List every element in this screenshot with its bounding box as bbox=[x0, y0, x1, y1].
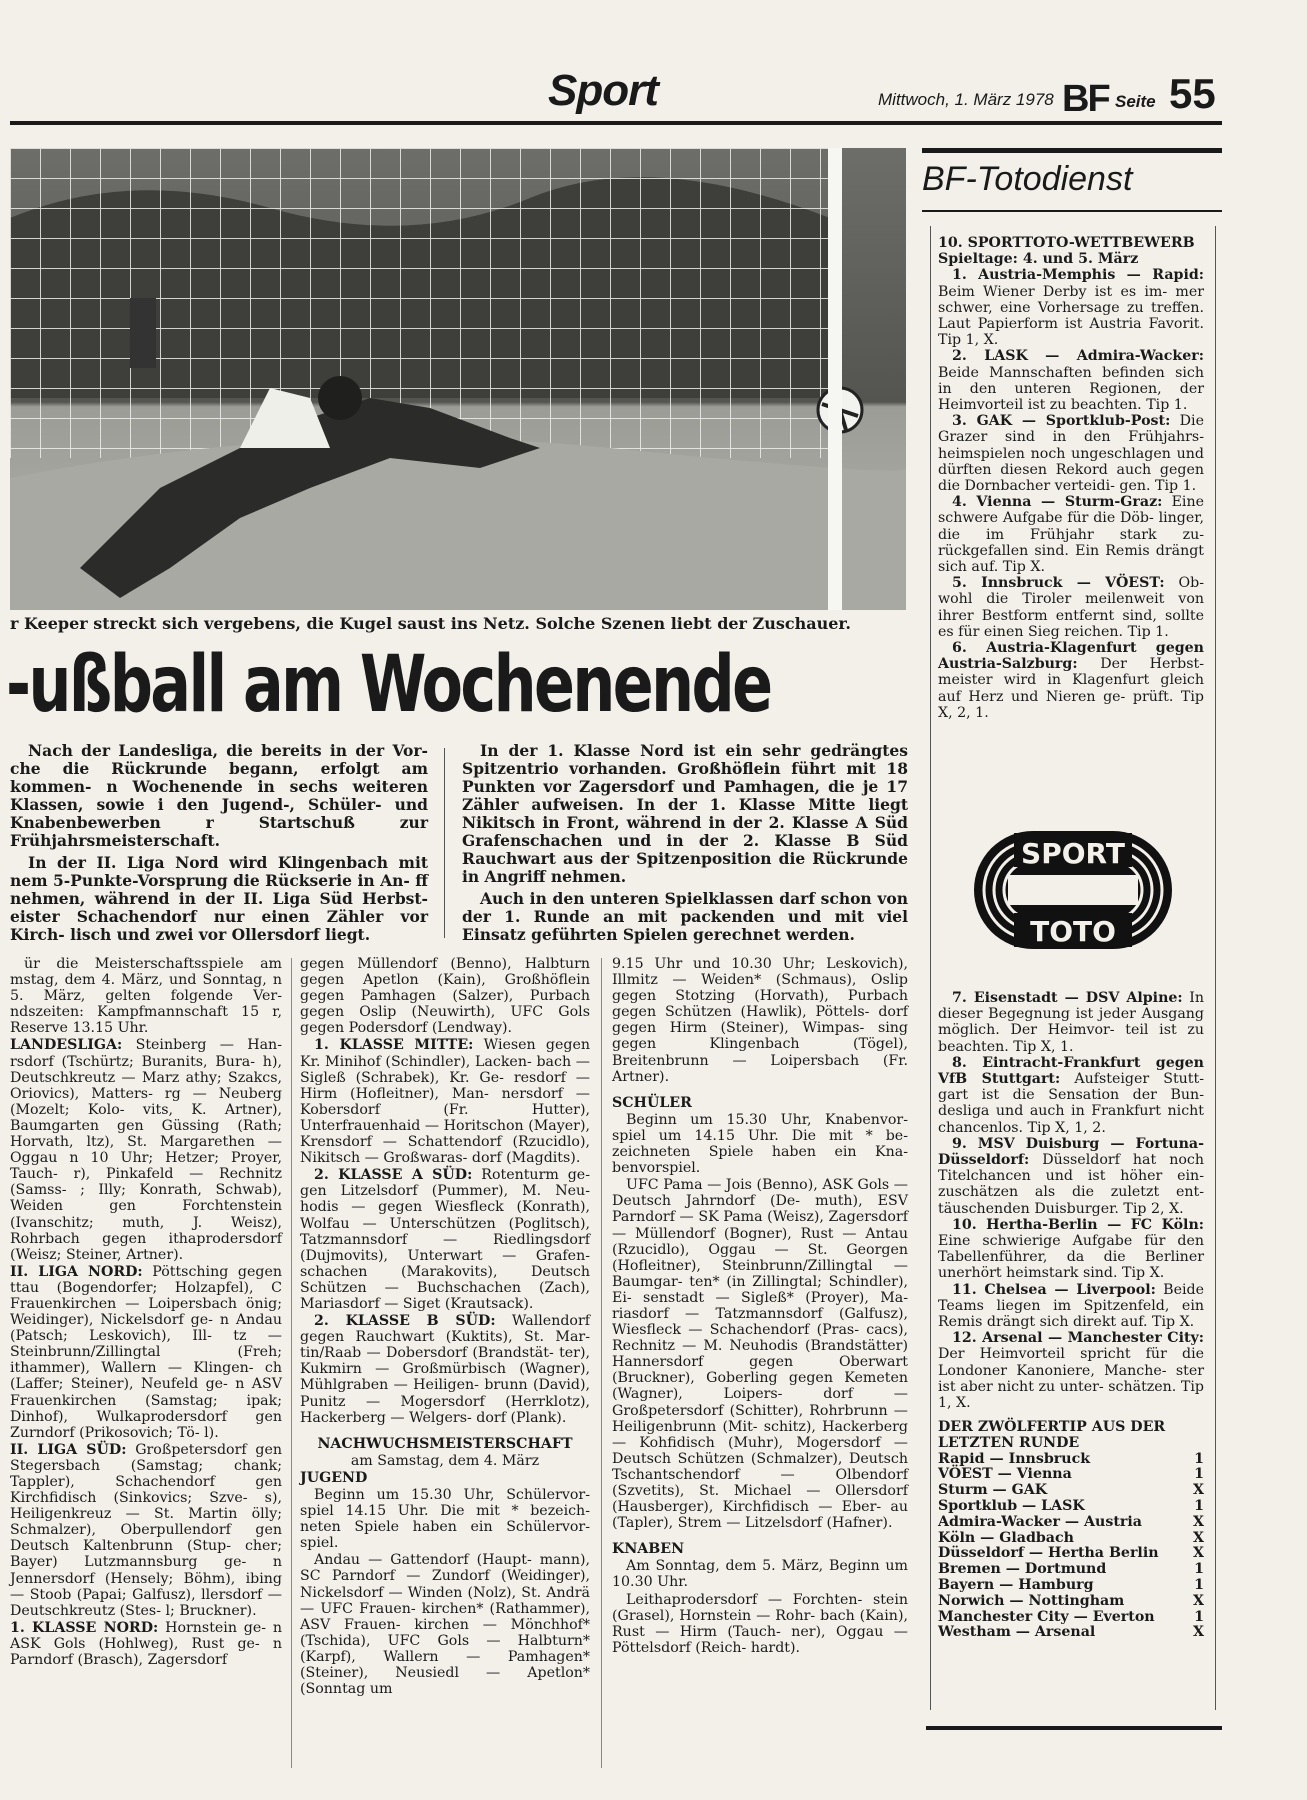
match-result: 1 bbox=[1194, 1450, 1204, 1467]
last-round-row bbox=[938, 1562, 1204, 1578]
last-round-row bbox=[938, 1483, 1204, 1499]
match-name: Bremen — Dortmund bbox=[938, 1561, 1107, 1578]
column-divider bbox=[291, 958, 292, 1768]
logo-text-top: SPORT bbox=[1021, 837, 1125, 870]
toto-tip: 1. Austria-Memphis — Rapid: Beim Wiener Derby ist es im- mer schwer, eine Vorhersage zu treffen. Laut Papierform ist Austria Favorit. Tip 1, X. bbox=[938, 267, 1204, 349]
league-heading: 2. KLASSE B SÜD: bbox=[314, 1313, 496, 1330]
toto-tip: 5. Innsbruck — VÖEST: Ob- wohl die Tiroler meilenweit von ihrer Bestform entfernt sind, sollte es für einen Sieg reichen. Tip 1. bbox=[938, 575, 1204, 640]
toto-tip: 8. Eintracht-Frankfurt gegen VfB Stuttgart: Aufsteiger Stutt- gart ist die Sensation der Bun- desliga und auch in Frankfurt nicht chancenlos. Tip X, 1, 2. bbox=[938, 1054, 1204, 1136]
league-heading: 2. KLASSE A SÜD: bbox=[314, 1167, 473, 1184]
match-name: Norwich — Nottingham bbox=[938, 1592, 1125, 1609]
match-name: Sturm — GAK bbox=[938, 1482, 1048, 1499]
lead-paragraph: In der II. Liga Nord wird Klingenbach mit nem 5-Punkte-Vorsprung die Rückserie in An- ff nehmen, während in der II. Liga Süd Herbst- eister Schachendorf nur einen Zähler vor Kirch- lisch und zwei vor Ollersdorf liegt. bbox=[10, 853, 428, 944]
lead-right bbox=[462, 742, 908, 948]
sidebar-rule bbox=[922, 210, 1222, 212]
toto-round-title: 10. SPORTTOTO-WETTBEWERB bbox=[938, 235, 1195, 251]
body-paragraph: Leithaprodersdorf — Forchten- stein (Grasel), Hornstein — Rohr- bach (Kain), Rust — Hirm (Tauch- ner), Oggau — Pöttelsdorf (Reich- hardt). bbox=[612, 1591, 908, 1656]
column-divider bbox=[444, 748, 445, 938]
body-paragraph: 2. KLASSE A SÜD: Rotenturm ge- gen Litzelsdorf (Pummer), M. Neu- hodis — gegen Wiesfleck (Konrath), Wolfau — Unterschützen (Poglitsch), Tatzmannsdorf — Riedlingsdorf (Dujmovits), Unterwart — Grafen- schachen (Marakovits), Deutsch Schützen — Buchschachen (Zach), Mariasdorf — Siget (Krautsack). bbox=[300, 1167, 590, 1312]
sidebar-rule bbox=[922, 148, 1222, 153]
match-name: Düsseldorf — Hertha Berlin bbox=[938, 1545, 1159, 1562]
section-title: Sport bbox=[548, 66, 658, 115]
body-paragraph: UFC Pama — Jois (Benno), ASK Gols — Deutsch Jahrndorf (De- muth), ESV Parndorf — SK Pama (Weisz), Zagersdorf — Müllendorf (Bogner), Rust — Antau (Rzucidlo), Oggau — St. Georgen (Hofleitner), Steinbrunn/Zillingtal — Baumgar- ten* (in Zillingtal; Schindler), Ei- senstadt — Sigleß* (Proyer), Ma- riasdorf — Tatzmannsdorf (Galfusz), Wiesfleck — Schachendorf (Pras- cacs), Rechnitz — M. Neuhodis (Brandstätter) Hannersdorf gegen Oberwart (Bruckner), Goberling gegen Kemeten (Wagner), Loipers- dorf — Großpetersdorf (Schitter), Rohrbrunn — Heiligenbrunn (Mit- schitz), Hackerberg — Kohfidisch (Muhr), Mogersdorf — Deutsch Schützen (Schmalzer), Deutsch Tschantschendorf — Olbendorf (Szvetits), St. Michael — Ollersdorf (Hausberger), Kirchfidisch — Eber- au (Tapler), Strem — Litzelsdorf (Hafner). bbox=[612, 1177, 908, 1532]
body-paragraph: 1. KLASSE MITTE: Wiesen gegen Kr. Minihof (Schindler), Lacken- bach — Sigleß (Schrabek), Kr. Ge- resdorf — Hirm (Hofleitner), Man- nersdorf — Kobersdorf (Fr. Hutter), Unterfrauenhaid — Horitschon (Mayer), Krensdorf — Schattendorf (Rzucidlo), Nikitsch — Großwaras- dorf (Magdits). bbox=[300, 1037, 590, 1167]
match-name: Westham — Arsenal bbox=[938, 1624, 1096, 1641]
lead-paragraph: In der 1. Klasse Nord ist ein sehr gedrängtes Spitzentrio vorhanden. Großhöflein führt mit 18 Punkten vor Zagersdorf und Pamhagen, die je 17 Zähler aufweisen. In der 1. Klasse Mitte liegt Nikitsch in Front, während in der 2. Klasse A Süd Grafenschachen und in der 2. Klasse B Süd Rauchwart aus der Spitzenposition die Rückrunde in Angriff nehmen. bbox=[462, 741, 908, 886]
body-paragraph: Beginn um 15.30 Uhr, Schülervor- spiel 14.15 Uhr. Die mit * bezeich- neten Spiele haben ein Schülervor- spiel. bbox=[300, 1487, 590, 1552]
section-heading: JUGEND bbox=[300, 1469, 368, 1486]
last-round-title: DER ZWÖLFERTIP AUS DER LETZTEN RUNDE bbox=[938, 1419, 1166, 1452]
article-headline: -ußball am Wochenende bbox=[6, 640, 771, 730]
last-round-row bbox=[938, 1515, 1204, 1531]
league-heading: 1. KLASSE NORD: bbox=[10, 1619, 159, 1636]
last-round-row bbox=[938, 1625, 1204, 1641]
body-paragraph: 2. KLASSE B SÜD: Wallendorf gegen Rauchwart (Kuktits), St. Mar- tin/Raab — Dobersdorf (Brandstät- ter), Kukmirn — Großmürbisch (Wagner), Mühlgraben — Heiligen- brunn (David), Punitz — Mogersdorf (Herrklotz), Hackerberg — Welgers- dorf (Plank). bbox=[300, 1313, 590, 1426]
lead-left bbox=[10, 742, 428, 948]
section-heading: KNABEN bbox=[612, 1541, 685, 1558]
toto-tip: 9. MSV Duisburg — Fortuna- Düsseldorf: Düsseldorf hat noch Titelchancen und ist höher ein- zuschätzen als die zuletzt ent- täuschenden Duisburger. Tip 2, X. bbox=[938, 1135, 1204, 1217]
sidebar-title: BF-Totodienst bbox=[922, 160, 1133, 198]
body-paragraph: 9.15 Uhr und 10.30 Uhr; Leskovich), Illmitz — Weiden* (Schmaus), Oslip gegen Stotzing (Horvath), Purbach gegen Schützen (Hawlik), Pöttels- dorf gegen Hirm (Steiner), Wimpas- sing gegen Klingenbach (Tögel), Breitenbrunn — Loipersbach (Fr. Artner). bbox=[612, 956, 908, 1085]
match-result: 1 bbox=[1194, 1577, 1204, 1594]
last-round-row bbox=[938, 1578, 1204, 1594]
match-name: Manchester City — Everton bbox=[938, 1608, 1155, 1625]
photo-caption: r Keeper streckt sich vergebens, die Kugel saust ins Netz. Solche Szenen liebt der Zuschauer. bbox=[10, 614, 851, 633]
body-column-1 bbox=[10, 956, 282, 1669]
match-name: VÖEST — Vienna bbox=[938, 1466, 1072, 1483]
lead-paragraph: Auch in den unteren Spielklassen darf schon von der 1. Runde an mit packenden und mit viel Einsatz geführten Spielen gerechnet werden. bbox=[462, 889, 908, 944]
section-subheading: am Samstag, dem 4. März bbox=[350, 1452, 540, 1469]
toto-tip: 3. GAK — Sportklub-Post: Die Grazer sind in den Frühjahrs- heimspielen noch ungeschlagen und dürften diesen Rekord auch gegen die Dornbacher verteidi- gen. Tip 1. bbox=[938, 413, 1204, 495]
last-round-row bbox=[938, 1467, 1204, 1483]
match-name: Bayern — Hamburg bbox=[938, 1577, 1094, 1594]
body-paragraph: ür die Meisterschaftsspiele am mstag, dem 4. März, und Sonntag, n 5. März, gelten folgende Ver- ndszeiten: Kampfmannschaft 15 r, Reserve 13.15 Uhr. bbox=[10, 956, 282, 1037]
toto-round-dates: Spieltage: 4. und 5. März bbox=[938, 251, 1139, 268]
last-round-row bbox=[938, 1499, 1204, 1515]
toto-tip: 10. Hertha-Berlin — FC Köln: Eine schwierige Aufgabe für den Tabellenführer, da die Berliner unerhört heimstark sind. Tip X. bbox=[938, 1216, 1204, 1282]
body-paragraph: Andau — Gattendorf (Haupt- mann), SC Parndorf — Zundorf (Weidinger), Nickelsdorf — Winden (Nolz), St. Andrä — UFC Frauen- kirchen* (Rathammer), ASV Frauen- kirchen — Mönchhof* (Tschida), UFC Gols — Halbturn* (Karpf), Wallern — Pamhagen* (Steiner), Neusiedl — Apetlon* (Sonntag um bbox=[300, 1552, 590, 1698]
match-result: 1 bbox=[1194, 1466, 1204, 1483]
issue-date: Mittwoch, 1. März 1978 bbox=[878, 90, 1054, 109]
toto-tip: 6. Austria-Klagenfurt gegen Austria-Salzburg: Der Herbst- meister wird in Klagenfurt gleich auf Herz und Nieren ge- prüft. Tip X, 2, 1. bbox=[938, 640, 1204, 721]
body-column-3 bbox=[612, 956, 908, 1657]
match-name: Rapid — Innsbruck bbox=[938, 1450, 1091, 1467]
toto-tip: 12. Arsenal — Manchester City: Der Heimvorteil spricht für die Londoner Kanoniere, Manche- ster ist aber nicht zu unter- schätzen. Tip 1, X. bbox=[938, 1330, 1204, 1412]
body-paragraph: II. LIGA NORD: Pöttsching gegen ttau (Bogendorfer; Holzapfel), C Frauenkirchen — Loipersbach önig; Weidinger), Nickelsdorf ge- n Andau (Patsch; Leskovich), Ill- tz — Steinbrunn/Zillingtal (Freh; ithammer), Wallern — Klingen- ch (Laffer; Steiner), Neufeld ge- n ASV Frauenkirchen (Samstag; ipak; Dinhof), Wulkaprodersdorf gen Zurndorf (Prikosovich; Tö- l). bbox=[10, 1263, 282, 1441]
match-result: X bbox=[1192, 1624, 1204, 1641]
logo-text-bottom: TOTO bbox=[1030, 915, 1116, 948]
last-round-row bbox=[938, 1594, 1204, 1610]
match-result: X bbox=[1192, 1545, 1204, 1562]
match-result: 1 bbox=[1194, 1608, 1204, 1625]
match-result: X bbox=[1192, 1482, 1204, 1499]
last-round-row bbox=[938, 1546, 1204, 1562]
match-result: X bbox=[1192, 1529, 1204, 1546]
toto-tip: 11. Chelsea — Liverpool: Beide Teams liegen im Spitzenfeld, ein Remis drängt sich direkt auf. Tip X. bbox=[938, 1281, 1204, 1331]
league-heading: II. LIGA NORD: bbox=[10, 1263, 143, 1280]
page-label: Seite bbox=[1115, 92, 1156, 111]
last-round-row bbox=[938, 1610, 1204, 1626]
league-heading: II. LIGA SÜD: bbox=[10, 1441, 127, 1458]
toto-tip: 2. LASK — Admira-Wacker: Beide Mannschaften befinden sich in den unteren Regionen, der Heimvorteil ist zu beachten. Tip 1. bbox=[938, 348, 1204, 414]
body-paragraph: LANDESLIGA: Steinberg — Han- rsdorf (Tschürtz; Buranits, Bura- h), Deutschkreutz — Marz athy; Szakcs, Oriovics), Matters- rg — Neuberg (Mozelt; Kolo- vits, K. Artner), Baumgarten gen Güssing (Rath; Horvath, ltz), St. Margarethen — Oggau n 10 Uhr; Hetzer; Proyer, Tauch- r), Pinkafeld — Rechnitz (Samss- ; Illy; Konrath, Schwab), Weiden gen Forchtenstein (Ivanschitz; muth, J. Weisz), Rohrbach gegen ithaprodersdorf (Weisz; Steiner, Artner). bbox=[10, 1037, 282, 1263]
newspaper-logo: BF bbox=[1062, 78, 1109, 120]
match-name: Sportklub — LASK bbox=[938, 1498, 1085, 1515]
body-column-2 bbox=[300, 956, 590, 1698]
column-divider bbox=[601, 958, 602, 1768]
body-paragraph: Am Sonntag, dem 5. März, Beginn um 10.30 Uhr. bbox=[612, 1558, 908, 1591]
last-round-table bbox=[938, 1452, 1204, 1642]
match-result: 1 bbox=[1194, 1498, 1204, 1515]
match-result: X bbox=[1192, 1592, 1204, 1609]
sport-toto-logo bbox=[968, 825, 1178, 955]
toto-tips-part-2 bbox=[938, 990, 1204, 1641]
match-result: X bbox=[1192, 1513, 1204, 1530]
lead-paragraph: Nach der Landesliga, die bereits in der Vor- che die Rückrunde begann, erfolgt am kommen- n Wochenende in sechs weiteren Klassen, sowie i den Jugend-, Schüler- und Knabenbewerben r Startschuß zur Frühjahrsmeisterschaft. bbox=[10, 741, 428, 850]
header-rule bbox=[10, 121, 1222, 125]
toto-tip: 4. Vienna — Sturm-Graz: Eine schwere Aufgabe für die Döb- linger, die im Frühjahr stark zu- rückgefallen sind. Ein Remis drängt sich auf. Tip X. bbox=[938, 494, 1204, 576]
section-heading: NACHWUCHSMEISTERSCHAFT bbox=[317, 1435, 573, 1452]
toto-tip: 7. Eisenstadt — DSV Alpine: In dieser Begegnung ist jeder Ausgang möglich. Der Heimvor- teil ist zu beachten. Tip X, 1. bbox=[938, 990, 1204, 1055]
match-result: 1 bbox=[1194, 1561, 1204, 1578]
last-round-row bbox=[938, 1531, 1204, 1547]
section-heading: SCHÜLER bbox=[612, 1094, 692, 1111]
body-paragraph: II. LIGA SÜD: Großpetersdorf gen Stegersbach (Samstag; chank; Tappler), Schachendorf gen Kirchfidisch (Sinkovics; Szve- s), Heiligenkreuz — St. Martin ölly; Schmalzer), Oberpullendorf gen Deutsch Kaltenbrunn (Stup- cher; Bayer) Lutzmannsburg ge- n Jennersdorf (Hensely; Böhm), ibing — Stoob (Papai; Galfusz), llersdorf — Deutschkreutz (Stes- l; Bruckner). bbox=[10, 1441, 282, 1619]
match-name: Köln — Gladbach bbox=[938, 1529, 1074, 1546]
body-paragraph: Beginn um 15.30 Uhr, Knabenvor- spiel um 14.15 Uhr. Die mit * be- zeichneten Spiele haben ein Kna- benvorspiel. bbox=[612, 1111, 908, 1177]
body-paragraph: 1. KLASSE NORD: Hornstein ge- n ASK Gols (Hohlweg), Rust ge- n Parndorf (Brasch), Zagersdorf bbox=[10, 1619, 283, 1669]
page-number: 55 bbox=[1169, 70, 1216, 117]
sidebar-rule bbox=[926, 1726, 1222, 1730]
body-paragraph: gegen Müllendorf (Benno), Halbturn gegen Apetlon (Kain), Großhöflein gegen Pamhagen (Salzer), Purbach gegen Oslip (Neuwirth), UFC Gols gegen Podersdorf (Lendway). bbox=[300, 956, 590, 1037]
toto-tips-part-1 bbox=[938, 235, 1204, 721]
league-heading: LANDESLIGA: bbox=[10, 1037, 123, 1054]
goalkeeper-photo bbox=[10, 148, 906, 610]
league-heading: 1. KLASSE MITTE: bbox=[314, 1037, 474, 1054]
match-name: Admira-Wacker — Austria bbox=[938, 1513, 1142, 1530]
